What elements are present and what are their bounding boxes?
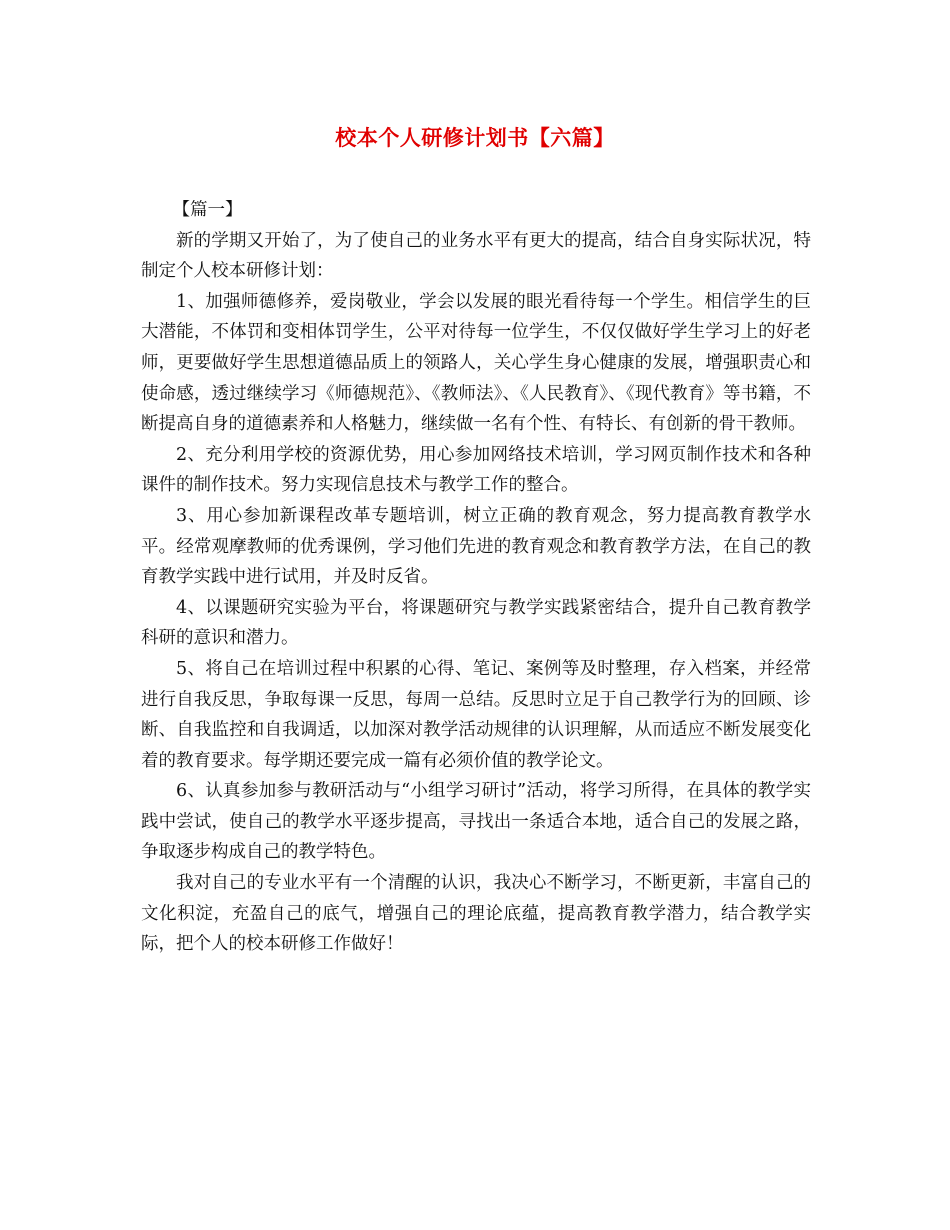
paragraph-item-5: 5、将自己在培训过程中积累的心得、笔记、案例等及时整理，存入档案，并经常进行自我反思，争取每课一反思，每周一总结。反思时立足于自己教学行为的回顾、诊断、自我监控和自我调适，以加深对教学活动规律的认识理解，从而适应不断发展变化着的教育要求。每学期还要完成一篇有必须价值的教学论文。 — [141, 658, 811, 771]
paragraph-intro: 新的学期又开始了，为了使自己的业务水平有更大的提高，结合自身实际状况，特制定个人校本研修计划： — [141, 230, 811, 282]
section-heading: 【篇一】 — [172, 200, 243, 220]
document-body — [141, 195, 811, 960]
paragraph-item-6: 6、认真参加参与教研活动与“小组学习研讨”活动，将学习所得，在具体的教学实践中尝试，使自己的教学水平逐步提高，寻找出一条适合本地，适合自己的发展之路，争取逐步构成自己的教学特色。 — [141, 781, 811, 863]
document-title: 校本个人研修计划书【六篇】 — [335, 125, 615, 150]
paragraph-item-2: 2、充分利用学校的资源优势，用心参加网络技术培训，学习网页制作技术和各种课件的制作技术。努力实现信息技术与教学工作的整合。 — [141, 444, 811, 496]
paragraph-conclusion: 我对自己的专业水平有一个清醒的认识，我决心不断学习，不断更新，丰富自己的文化积淀，充盈自己的底气，增强自己的理论底蕴，提高教育教学潜力，结合教学实际，把个人的校本研修工作做好！ — [141, 873, 811, 955]
paragraph-item-3: 3、用心参加新课程改革专题培训，树立正确的教育观念，努力提高教育教学水平。经常观摩教师的优秀课例，学习他们先进的教育观念和教育教学方法，在自己的教育教学实践中进行试用，并及时反省。 — [141, 505, 811, 588]
paragraph-item-4: 4、以课题研究实验为平台，将课题研究与教学实践紧密结合，提升自己教育教学科研的意识和潜力。 — [141, 597, 811, 649]
paragraph-item-1: 1、加强师德修养，爱岗敬业，学会以发展的眼光看待每一个学生。相信学生的巨大潜能，不体罚和变相体罚学生，公平对待每一位学生，不仅仅做好学生学习上的好老师，更要做好学生思想道德品质上的领路人，关心学生身心健康的发展，增强职责心和使命感，透过继续学习《师德规范》、《教师法》、《人民教育》、《现代教育》等书籍，不断提高自身的道德素养和人格魅力，继续做一名有个性、有特长、有创新的骨干教师。 — [141, 291, 811, 435]
